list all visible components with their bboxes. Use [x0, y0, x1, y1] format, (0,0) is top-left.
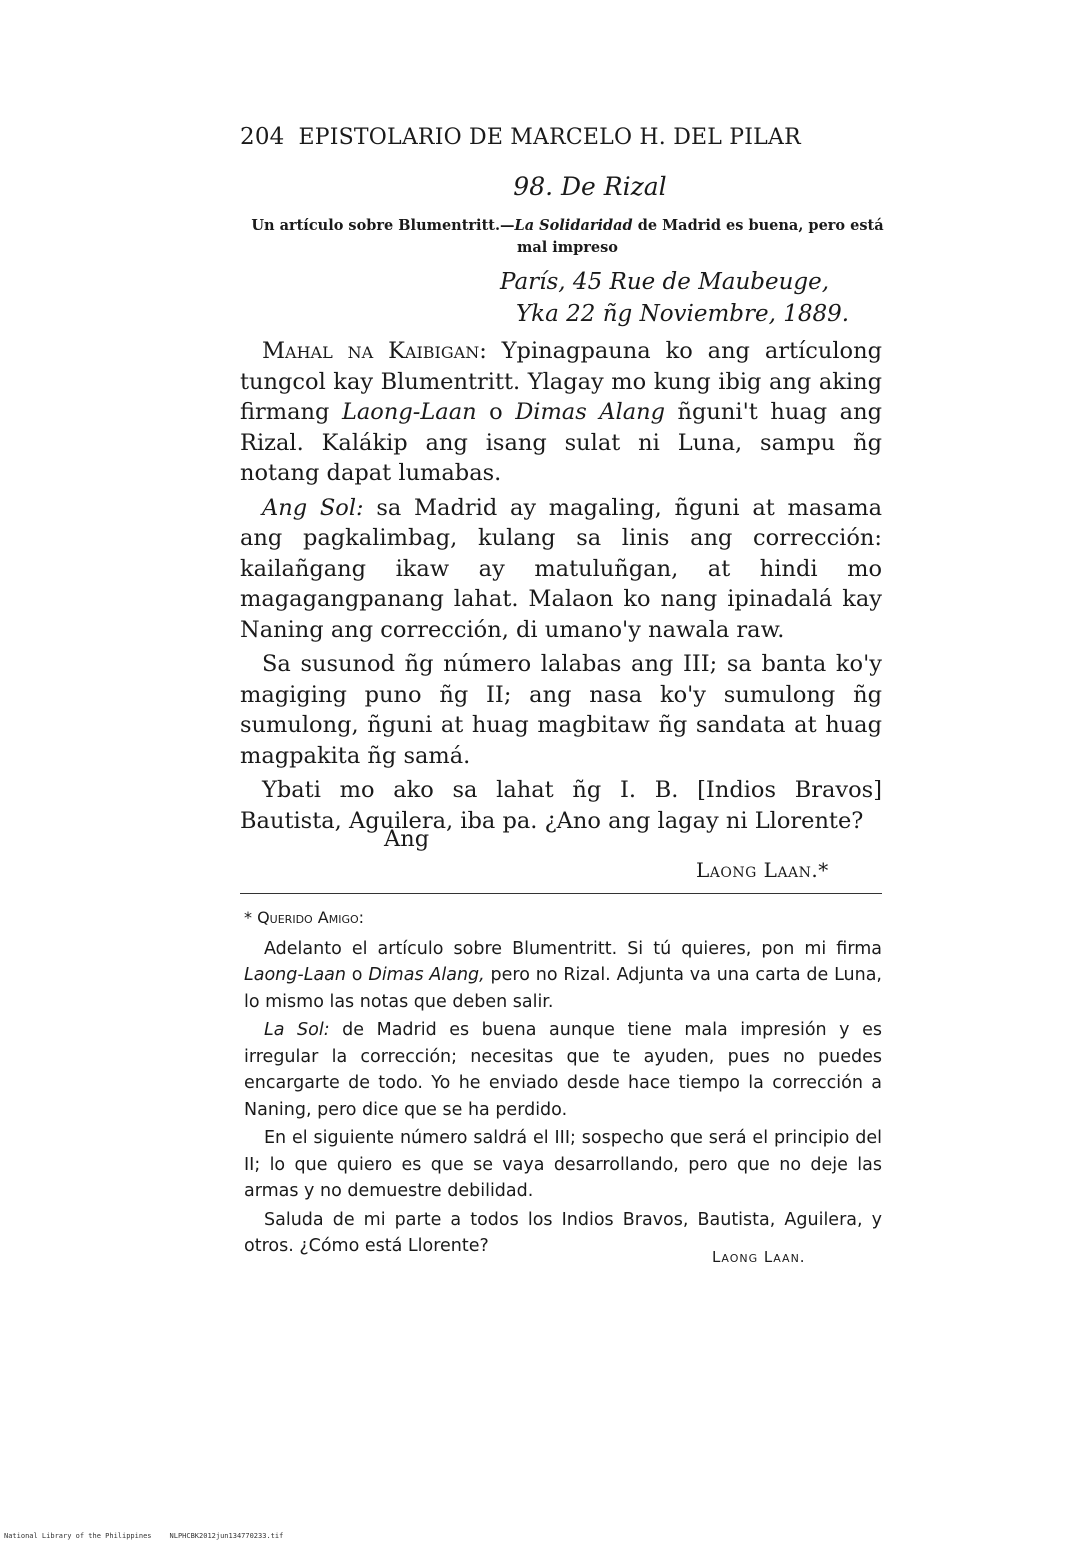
running-header: [240, 124, 880, 150]
scan-library: National Library of the Philippines: [4, 1532, 152, 1540]
subtitle-part-a: Un artículo sobre Blumentritt.—: [251, 217, 515, 234]
page-number: 204: [240, 124, 285, 150]
footnote-paragraph: La Sol: de Madrid es buena aunque tiene mala impresión y es irregular la corrección; necesitas que te ayuden, pues no puedes encargarte de todo. Yo he enviado desde hace tiempo la corrección a Naning, pero dice que se ha perdido.: [244, 1020, 882, 1120]
subtitle-italic: La Solidaridad: [514, 217, 633, 234]
letter-paragraph: Mahal na Kaibigan: Ypinagpauna ko ang artículong tungcol kay Blumentritt. Ylagay mo kung ibig ang aking firmang Laong-Laan o Dimas Alang ñguni't huag ang Rizal. Kalákip ang isang sulat ni Luna, sampu ñg notang dapat lumabas.: [240, 338, 882, 486]
salutation: Mahal na Kaibigan:: [262, 338, 487, 364]
footnote-translation: [244, 905, 882, 1260]
scan-footer: [4, 1532, 283, 1540]
letter-paragraph: Sa susunod ñg número lalabas ang III; sa banta ko'y magiging puno ñg II; ang nasa ko'y sumulong ñg sumulong, ñguni at huag magbitaw ñg sandata at huag magpakita ñg samá.: [240, 651, 882, 769]
footnote-paragraph: En el siguiente número saldrá el III; sospecho que será el principio del II; lo que quiero es que se vaya desarrollando, pero que no deje las armas y no demuestre debilidad.: [244, 1128, 882, 1201]
footnote-greeting: * Querido Amigo:: [244, 908, 365, 927]
letter-closing: Ang: [384, 826, 430, 852]
dateline: [500, 266, 880, 330]
letter-title: 98. De Rizal: [513, 172, 667, 201]
letter-subtitle: [250, 215, 885, 259]
footnote-paragraph: Adelanto el artículo sobre Blumentritt. Si tú quieres, pon mi firma Laong-Laan o Dimas Alang, pero no Rizal. Adjunta va una carta de Luna, lo mismo las notas que deben salir.: [244, 938, 882, 1012]
subtitle-part-b: de Madrid es buena, pero está mal impreso: [517, 217, 884, 256]
letter-paragraph: Ang Sol: sa Madrid ay magaling, ñguni at masama ang pagkalimbag, kulang sa linis ang corrección: kailañgang ikaw ay matuluñgan, at hindi mo magagangpanang lahat. Malaon ko nang ipinadalá kay Naning ang corrección, di umano'y nawala raw.: [240, 494, 882, 643]
letter-signature: Laong Laan.*: [696, 858, 829, 882]
letter-body: [240, 336, 882, 836]
footnote-paragraph: Saluda de mi parte a todos los Indios Bravos, Bautista, Aguilera, y otros. ¿Cómo está Llorente?: [244, 1209, 882, 1256]
footnote-signature: Laong Laan.: [712, 1248, 806, 1266]
scan-file-id: NLPHCBK2012jun134770233.tif: [169, 1532, 284, 1540]
letter-paragraph: Ybati mo ako sa lahat ñg I. B. [Indios Bravos] Bautista, Aguilera, iba pa. ¿Ano ang lagay ni Llorente?: [240, 777, 882, 834]
footnote-divider: [240, 893, 882, 894]
dateline-place: París, 45 Rue de Maubeuge,: [500, 269, 830, 295]
dateline-date: Yka 22 ñg Noviembre, 1889.: [516, 301, 850, 327]
running-title: EPISTOLARIO DE MARCELO H. DEL PILAR: [298, 125, 801, 150]
